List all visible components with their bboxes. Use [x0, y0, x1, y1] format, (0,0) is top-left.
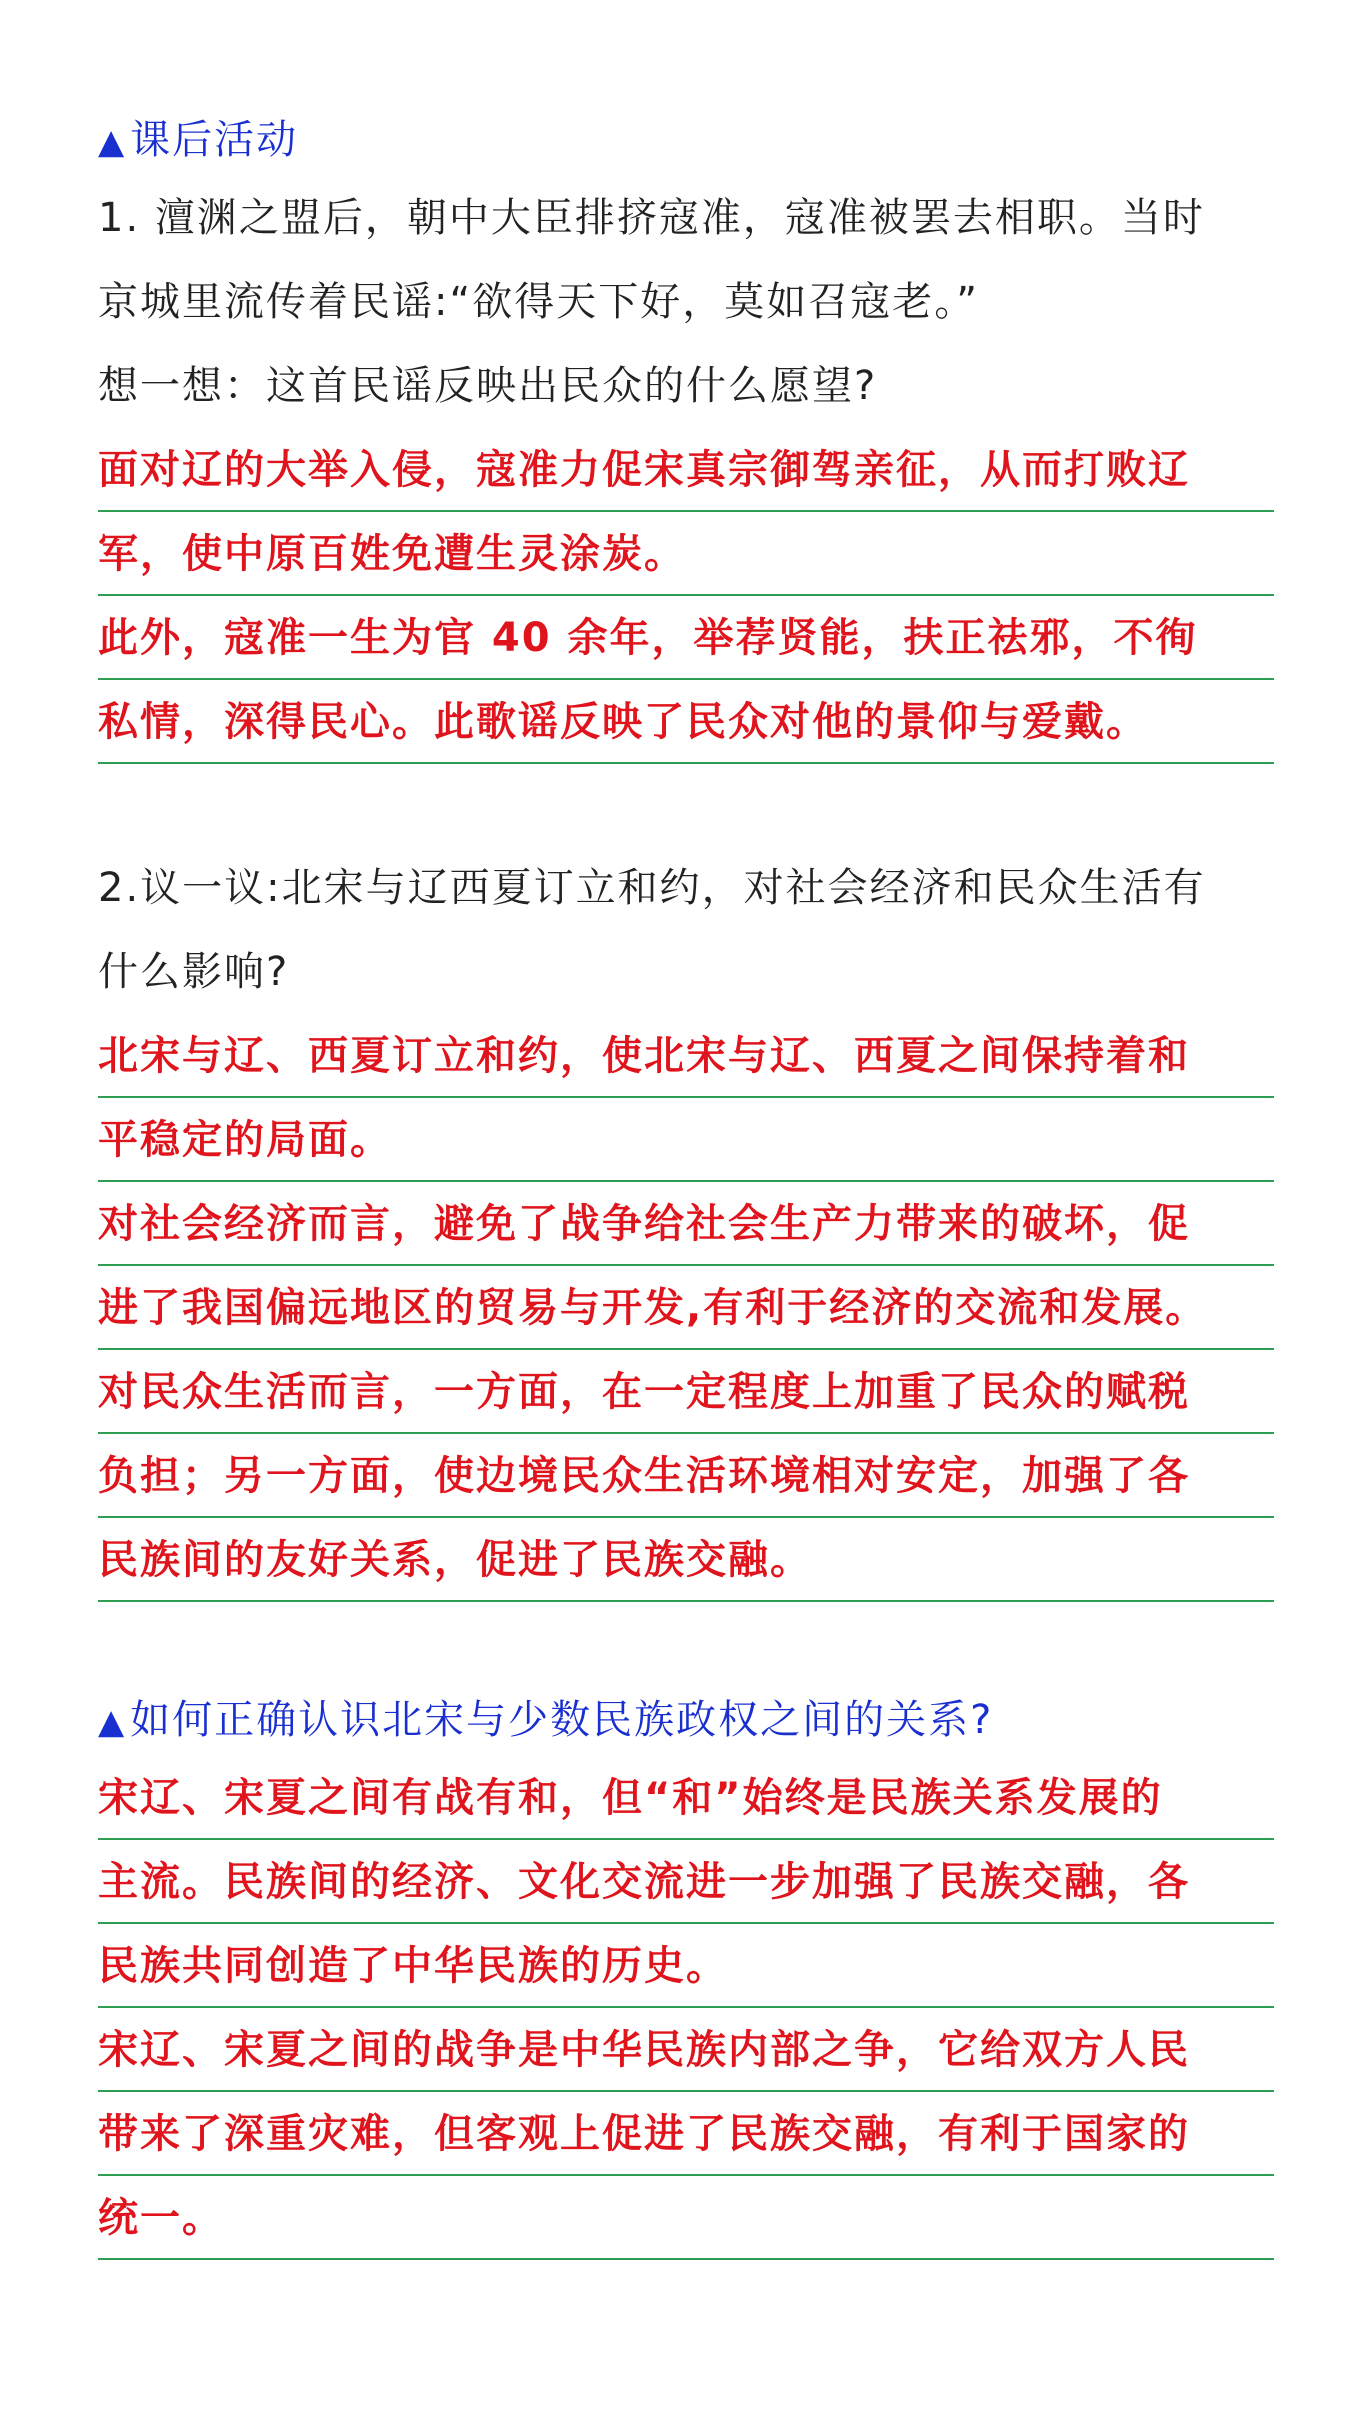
section-heading-activities — [98, 104, 1274, 176]
answer-line: 对民众生活而言，一方面，在一定程度上加重了民众的赋税 — [98, 1350, 1274, 1434]
answer-line: 宋辽、宋夏之间的战争是中华民族内部之争，它给双方人民 — [98, 2008, 1274, 2092]
answer-line: 宋辽、宋夏之间有战有和，但“和”始终是民族关系发展的 — [98, 1756, 1274, 1840]
answer-1 — [98, 428, 1274, 764]
answer-line: 北宋与辽、西夏订立和约，使北宋与辽、西夏之间保持着和 — [98, 1014, 1274, 1098]
heading-text: 课后活动 — [130, 117, 299, 163]
section-heading-relations — [98, 1684, 1274, 1756]
answer-line: 此外，寇准一生为官 40 余年，举荐贤能，扶正祛邪，不徇 — [98, 596, 1274, 680]
answer-line: 民族间的友好关系，促进了民族交融。 — [98, 1518, 1274, 1602]
answer-3 — [98, 1756, 1274, 2260]
answer-line: 面对辽的大举入侵，寇准力促宋真宗御驾亲征，从而打败辽 — [98, 428, 1274, 512]
question-line: 想一想：这首民谣反映出民众的什么愿望? — [98, 363, 878, 409]
question-1 — [98, 176, 1274, 428]
answer-line: 民族共同创造了中华民族的历史。 — [98, 1924, 1274, 2008]
answer-line: 带来了深重灾难，但客观上促进了民族交融，有利于国家的 — [98, 2092, 1274, 2176]
triangle-marker-icon: ▲ — [98, 1702, 127, 1742]
question-line: 2.议一议:北宋与辽西夏订立和约，对社会经济和民众生活有 — [98, 865, 1206, 911]
answer-line: 军，使中原百姓免遭生灵涂炭。 — [98, 512, 1274, 596]
question-line: 1. 澶渊之盟后，朝中大臣排挤寇准，寇准被罢去相职。当时 — [98, 195, 1205, 241]
question-line: 什么影响? — [98, 949, 290, 995]
activity-page — [98, 104, 1274, 2260]
answer-line: 平稳定的局面。 — [98, 1098, 1274, 1182]
answer-2 — [98, 1014, 1274, 1602]
question-line: 京城里流传着民谣:“欲得天下好，莫如召寇老。” — [98, 279, 979, 325]
spacer — [98, 764, 1274, 846]
triangle-marker-icon: ▲ — [98, 122, 127, 162]
heading-text: 如何正确认识北宋与少数民族政权之间的关系? — [130, 1697, 994, 1743]
answer-line: 私情，深得民心。此歌谣反映了民众对他的景仰与爱戴。 — [98, 680, 1274, 764]
answer-line: 主流。民族间的经济、文化交流进一步加强了民族交融，各 — [98, 1840, 1274, 1924]
answer-line: 进了我国偏远地区的贸易与开发,有利于经济的交流和发展。 — [98, 1266, 1274, 1350]
question-2 — [98, 846, 1274, 1014]
spacer — [98, 1602, 1274, 1684]
answer-line: 对社会经济而言，避免了战争给社会生产力带来的破坏，促 — [98, 1182, 1274, 1266]
answer-line: 统一。 — [98, 2176, 1274, 2260]
answer-line: 负担；另一方面，使边境民众生活环境相对安定，加强了各 — [98, 1434, 1274, 1518]
